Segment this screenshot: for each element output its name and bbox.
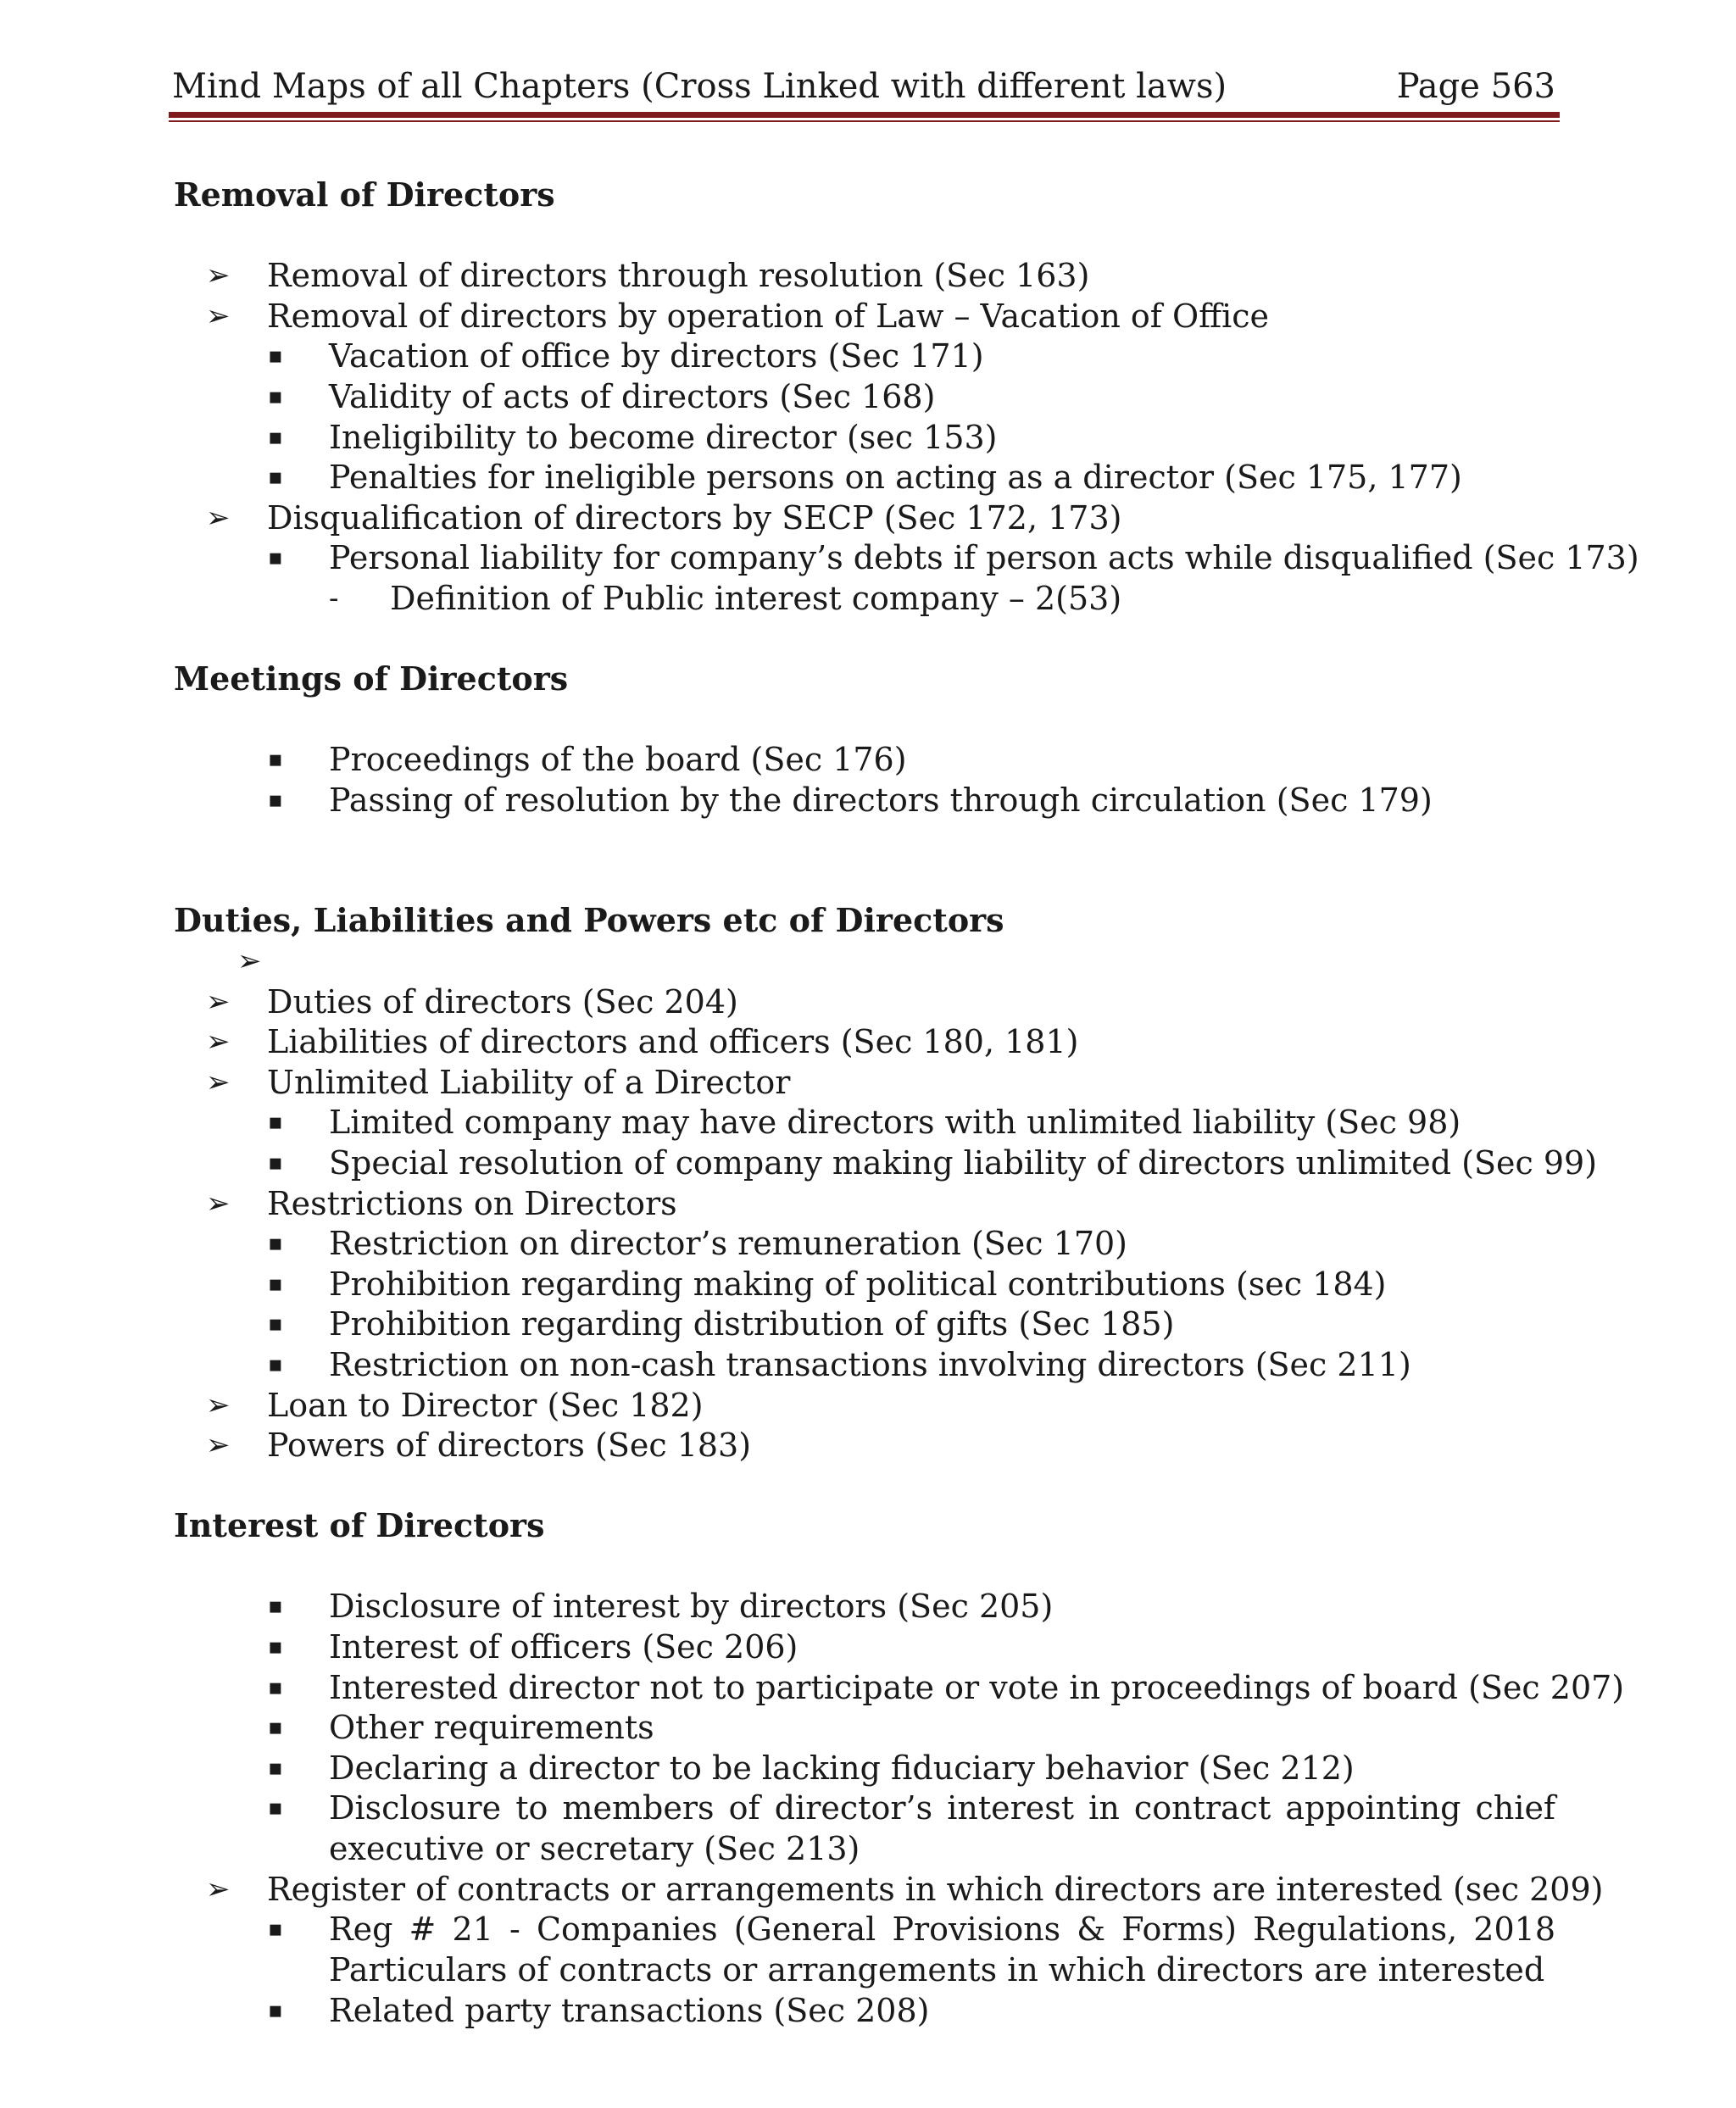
square-bullet-icon: ▪	[268, 1311, 283, 1337]
square-bullet-icon: ▪	[268, 1715, 283, 1740]
list-item: Vacation of office by directors (Sec 171)	[329, 337, 984, 375]
square-bullet-icon: ▪	[268, 1998, 283, 2023]
list-item: Prohibition regarding distribution of gifts (Sec 185)	[329, 1305, 1175, 1343]
page-number: Page 563	[1396, 67, 1555, 106]
square-bullet-icon: ▪	[268, 1231, 283, 1256]
arrow-bullet-icon: ➢	[206, 1872, 231, 1906]
arrow-bullet-icon: ➢	[206, 1025, 231, 1059]
list-item: Duties of directors (Sec 204)	[267, 983, 738, 1021]
list-item: Penalties for ineligible persons on acting as a director (Sec 175, 177)	[329, 459, 1462, 496]
square-bullet-icon: ▪	[268, 1916, 283, 1942]
page-header	[172, 61, 1555, 112]
header-rule-thin	[169, 120, 1560, 122]
list-item: Prohibition regarding making of political contributions (sec 184)	[329, 1265, 1387, 1303]
list-item: Passing of resolution by the directors through circulation (Sec 179)	[329, 781, 1433, 819]
list-item: Ineligibility to become director (sec 153)	[329, 419, 998, 456]
square-bullet-icon: ▪	[268, 787, 283, 813]
square-bullet-icon: ▪	[268, 1110, 283, 1135]
list-item: Unlimited Liability of a Director	[267, 1064, 791, 1101]
list-item: Disclosure of interest by directors (Sec 205)	[329, 1588, 1054, 1625]
square-bullet-icon: ▪	[268, 1634, 283, 1660]
section-heading-meetings: Meetings of Directors	[174, 659, 569, 698]
list-item: Definition of Public interest company – 2(53)	[390, 580, 1122, 617]
square-bullet-icon: ▪	[268, 464, 283, 490]
list-item: Other requirements	[329, 1709, 654, 1746]
list-item: Disclosure to members of director’s interest in contract appointing chief executive or secretary (Sec 213)	[329, 1789, 1555, 1867]
square-bullet-icon: ▪	[268, 1755, 283, 1781]
square-bullet-icon: ▪	[268, 1675, 283, 1700]
square-bullet-icon: ▪	[268, 1271, 283, 1297]
list-item: Powers of directors (Sec 183)	[267, 1427, 752, 1464]
arrow-bullet-icon: ➢	[206, 501, 231, 535]
list-item: Proceedings of the board (Sec 176)	[329, 741, 907, 778]
list-item: Liabilities of directors and officers (Sec 180, 181)	[267, 1023, 1079, 1060]
square-bullet-icon: ▪	[268, 1795, 283, 1821]
dash-bullet-icon: -	[329, 581, 339, 615]
section-heading-removal: Removal of Directors	[174, 175, 555, 214]
list-item: Removal of directors by operation of Law – Vacation of Office	[267, 298, 1270, 335]
list-item: Restriction on director’s remuneration (Sec 170)	[329, 1225, 1128, 1262]
list-item: Interested director not to participate or vote in proceedings of board (Sec 207)	[329, 1669, 1625, 1706]
square-bullet-icon: ▪	[268, 1352, 283, 1377]
list-item: Register of contracts or arrangements in which directors are interested (sec 209)	[267, 1871, 1604, 1908]
list-item: Reg # 21 - Companies (General Provisions & Forms) Regulations, 2018 Particulars of contracts or arrangements in which directors are interested	[329, 1911, 1555, 1988]
arrow-bullet-icon: ➢	[206, 985, 231, 1019]
list-item: Validity of acts of directors (Sec 168)	[329, 378, 936, 415]
list-item: Disqualification of directors by SECP (Sec 172, 173)	[267, 499, 1122, 537]
square-bullet-icon: ▪	[268, 747, 283, 772]
square-bullet-icon: ▪	[268, 425, 283, 450]
header-rule-thick	[169, 112, 1560, 118]
square-bullet-icon: ▪	[268, 343, 283, 369]
arrow-bullet-icon: ➢	[206, 299, 231, 333]
list-item: Special resolution of company making liability of directors unlimited (Sec 99)	[329, 1144, 1598, 1182]
section-heading-interest: Interest of Directors	[174, 1506, 545, 1544]
square-bullet-icon: ▪	[268, 384, 283, 409]
arrow-bullet-icon: ➢	[206, 1388, 231, 1422]
square-bullet-icon: ▪	[268, 545, 283, 570]
arrow-bullet-icon: ➢	[206, 1187, 231, 1221]
list-item: Interest of officers (Sec 206)	[329, 1628, 798, 1666]
list-item: Limited company may have directors with unlimited liability (Sec 98)	[329, 1104, 1461, 1141]
list-item: Restrictions on Directors	[267, 1185, 677, 1222]
arrow-bullet-icon: ➢	[237, 944, 262, 978]
list-item: Removal of directors through resolution (Sec 163)	[267, 257, 1090, 294]
arrow-bullet-icon: ➢	[206, 259, 231, 292]
arrow-bullet-icon: ➢	[206, 1428, 231, 1462]
list-item: Personal liability for company’s debts if person acts while disqualified (Sec 173)	[329, 539, 1639, 576]
list-item: Related party transactions (Sec 208)	[329, 1992, 930, 2029]
square-bullet-icon: ▪	[268, 1594, 283, 1619]
arrow-bullet-icon: ➢	[206, 1065, 231, 1099]
list-item: Restriction on non-cash transactions involving directors (Sec 211)	[329, 1346, 1411, 1383]
list-item: Loan to Director (Sec 182)	[267, 1387, 704, 1424]
square-bullet-icon: ▪	[268, 1150, 283, 1176]
header-title: Mind Maps of all Chapters (Cross Linked with different laws)	[172, 67, 1227, 106]
section-heading-duties: Duties, Liabilities and Powers etc of Directors	[174, 901, 1004, 939]
list-item: Declaring a director to be lacking fiduciary behavior (Sec 212)	[329, 1749, 1355, 1787]
